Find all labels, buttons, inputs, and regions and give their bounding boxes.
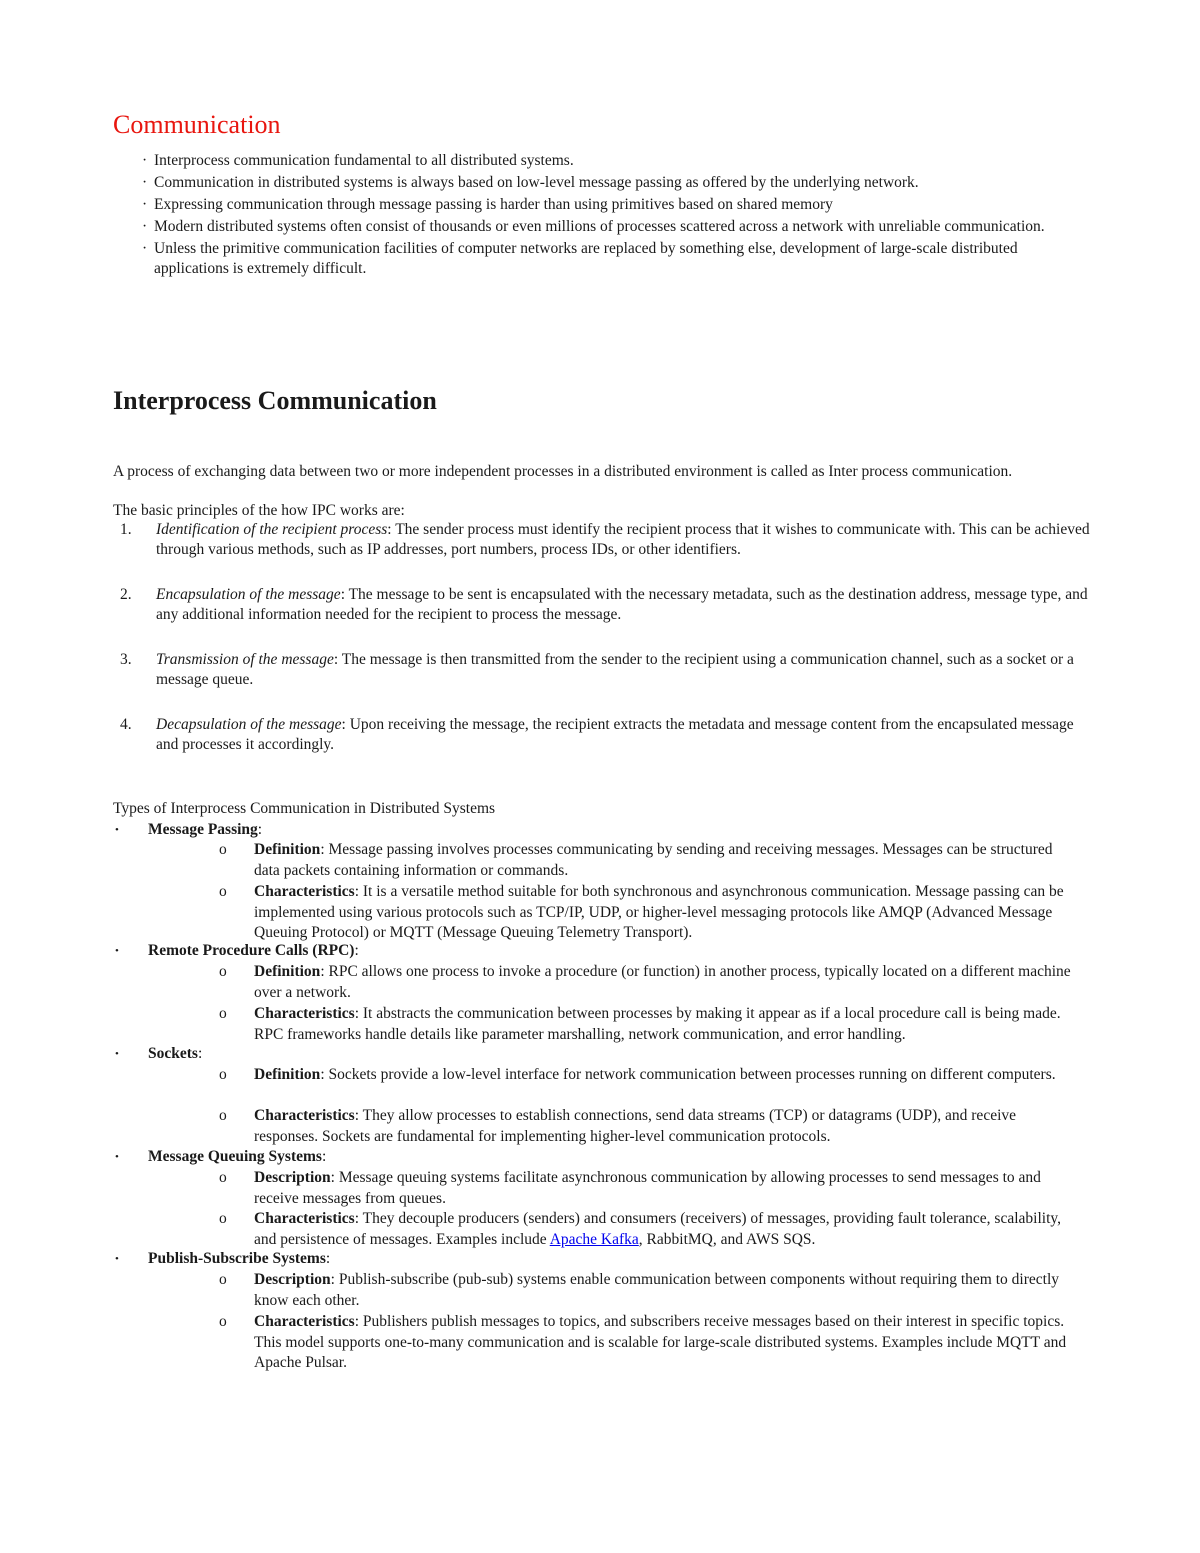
circle-bullet-icon: o [219,1005,227,1022]
circle-bullet-icon: o [219,1210,227,1227]
sub-term: Definition [254,1066,321,1083]
apache-kafka-link[interactable]: Apache Kafka [549,1230,639,1248]
ipc-type-item: • Publish-Subscribe Systems: [115,1250,331,1267]
sub-list-item: o Definition: Message passing involves processes communicating by sending and receiving messages. Messages can be structured data packets containing information or commands. [219,841,1053,879]
principle-item: 3. Transmission of the message: The message is then transmitted from the sender to the recipient using a communication channel, such as a socket or a message queue. [120,651,1074,688]
sub-term: Characteristics [254,1005,355,1022]
ipc-type-item: • Remote Procedure Calls (RPC): [115,942,359,959]
circle-bullet-icon: o [219,963,227,980]
ipc-type-label: Remote Procedure Calls (RPC) [148,942,355,959]
sub-term: Description [254,1271,331,1288]
principle-number: 4. [120,716,132,733]
list-item: · Unless the primitive communication facilities of computer networks are replaced by something else, development of large-scale distributed applications is extremely difficult. [142,240,1018,277]
circle-bullet-icon: o [219,1066,227,1083]
ipc-type-label: Message Passing [148,821,258,838]
sub-term: Characteristics [254,1210,355,1227]
sub-list-item: o Definition: Sockets provide a low-level interface for network communication between processes running on different computers. [219,1065,1079,1086]
bullet-icon: • [115,1253,119,1265]
bullet-icon: • [115,945,119,957]
sub-term: Definition [254,963,321,980]
dot-bullet-icon: · [142,218,148,235]
sub-list-item: o Characteristics: They decouple producers (senders) and consumers (receivers) of messages, providing fault tolerance, scalability, and persistence of messages. Examples include Apache Kafka, RabbitMQ, and AWS SQS. [219,1210,1062,1248]
sub-list-item: o Characteristics: Publishers publish messages to topics, and subscribers receive messages based on their interest in specific topics. This model supports one-to-many communication and is scalable for large-scale distributed systems. Examples include MQTT and Apache Pulsar. [219,1313,1067,1371]
principle-number: 2. [120,586,132,603]
sub-term: Characteristics [254,1107,355,1124]
list-item: · Interprocess communication fundamental to all distributed systems. [142,152,574,169]
dot-bullet-icon: · [142,196,148,213]
dot-bullet-icon: · [142,152,148,169]
circle-bullet-icon: o [219,1271,227,1288]
list-item: · Modern distributed systems often consist of thousands or even millions of processes scattered across a network with unreliable communication. [142,218,1045,235]
sub-list-item: o Definition: RPC allows one process to invoke a procedure (or function) in another process, typically located on a different machine over a network. [219,963,1071,1001]
circle-bullet-icon: o [219,883,227,900]
communication-heading: Communication [113,110,281,139]
principles-intro: The basic principles of the how IPC works are: [113,502,405,519]
circle-bullet-icon: o [219,841,227,858]
circle-bullet-icon: o [219,1169,227,1186]
sub-list-item: o Description: Message queuing systems facilitate asynchronous communication by allowing processes to send messages to and receive messages from queues. [219,1169,1041,1207]
list-item: · Communication in distributed systems is always based on low-level message passing as offered by the underlying network. [142,174,919,191]
communication-points [134,151,1084,281]
list-item: · Expressing communication through message passing is harder than using primitives based on shared memory [142,196,833,213]
ipc-type-item: • Message Passing: [115,821,263,838]
sub-term: Characteristics [254,1313,355,1330]
principle-title: Decapsulation of the message [156,716,342,733]
principle-item: 2. Encapsulation of the message: The message to be sent is encapsulated with the necessary metadata, such as the destination address, message type, and any additional information needed for the recipient to process the message. [120,586,1088,623]
principle-item: 4. Decapsulation of the message: Upon receiving the message, the recipient extracts the metadata and message content from the encapsulated message and processes it accordingly. [120,716,1074,753]
ipc-type-item: • Sockets: [115,1045,203,1062]
bullet-icon: • [115,1048,119,1060]
sub-term: Definition [254,841,321,858]
dot-bullet-icon: · [142,174,148,191]
ipc-type-item: • Message Queuing Systems: [115,1148,327,1165]
sub-term: Characteristics [254,883,355,900]
sub-list-item: o Characteristics: It abstracts the communication between processes by making it appear as if a local procedure call is being made. RPC frameworks handle details like parameter marshalling, network communication, and error handling. [219,1005,1061,1043]
bullet-icon: • [115,824,119,836]
ipc-heading: Interprocess Communication [113,386,437,415]
sub-list-item: o Characteristics: They allow processes to establish connections, send data streams (TCP) or datagrams (UDP), and receive responses. Sockets are fundamental for implementing higher-level communication protocols. [219,1107,1017,1145]
ipc-definition: A process of exchanging data between two or more independent processes in a distributed environment is called as Inter process communication. [113,463,1013,480]
ipc-type-label: Sockets [148,1045,198,1062]
dot-bullet-icon: · [142,240,148,257]
sub-term: Description [254,1169,331,1186]
bullet-icon: • [115,1151,119,1163]
principle-title: Encapsulation of the message [156,586,341,603]
ipc-type-label: Publish-Subscribe Systems [148,1250,326,1267]
principle-item: 1. Identification of the recipient process: The sender process must identify the recipient process that it wishes to communicate with. This can be achieved through various methods, such as IP addresses, port numbers, process IDs, or other identifiers. [120,521,1090,558]
principle-number: 3. [120,651,132,668]
principle-title: Transmission of the message [156,651,334,668]
circle-bullet-icon: o [219,1107,227,1124]
circle-bullet-icon: o [219,1313,227,1330]
sub-list-item: o Characteristics: It is a versatile method suitable for both synchronous and asynchronous communication. Message passing can be implemented using various protocols such as TCP/IP, UDP, or higher-level messaging protocols like AMQP (Advanced Message Queuing Protocol) or MQTT (Message Queuing Telemetry Transport). [219,883,1064,941]
ipc-type-label: Message Queuing Systems [148,1148,322,1165]
principle-number: 1. [120,521,132,538]
ipc-types-intro: Types of Interprocess Communication in Distributed Systems [113,800,496,817]
sub-list-item: o Description: Publish-subscribe (pub-sub) systems enable communication between components without requiring them to directly know each other. [219,1271,1059,1309]
principle-title: Identification of the recipient process [156,521,388,538]
